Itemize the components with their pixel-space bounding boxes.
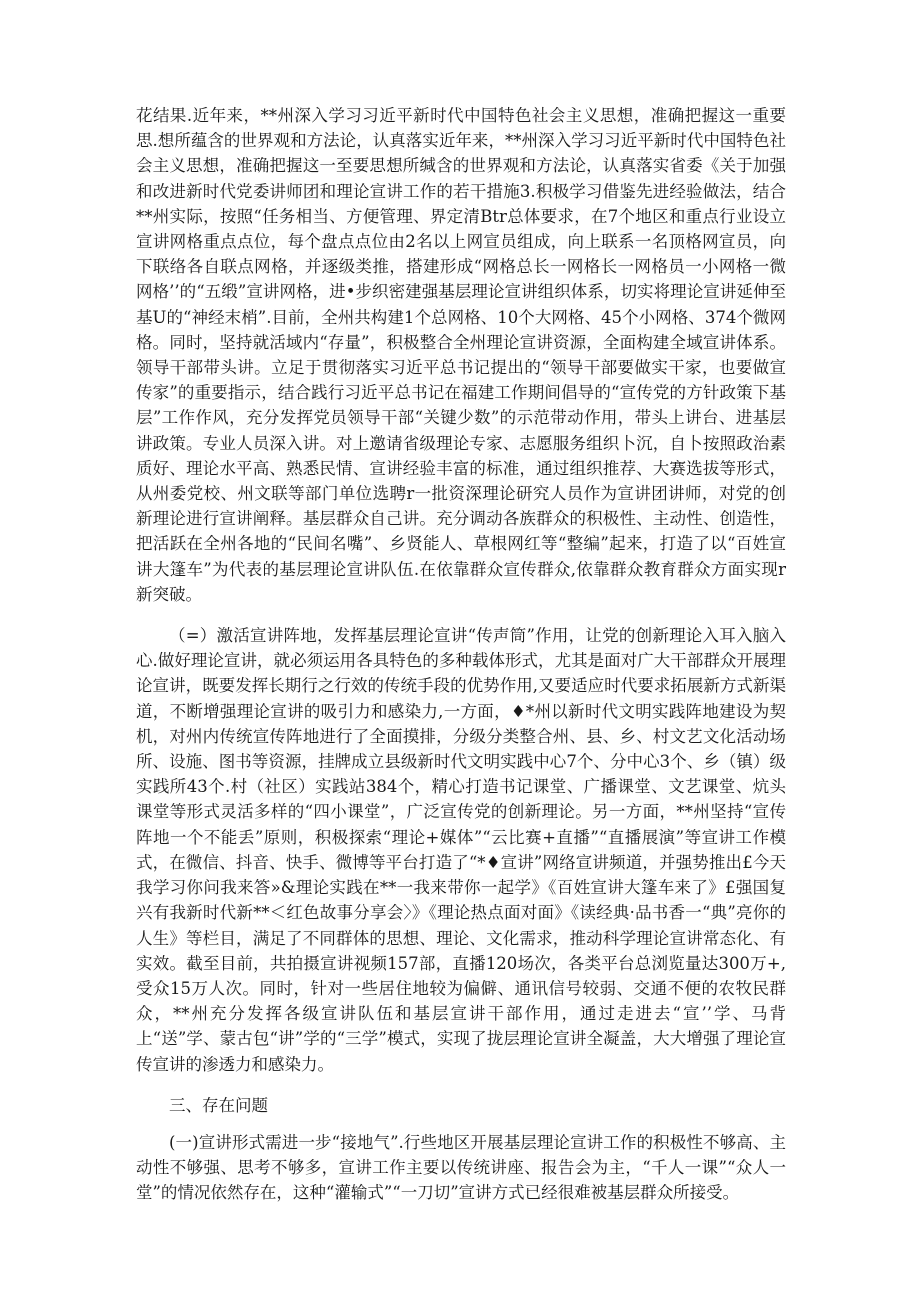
paragraph-2: （=）激活宣讲阵地，发挥基层理论宣讲“传声筒”作用，让党的创新理论入耳入脑入心.做好理论宣讲，就必须运用各具特色的多种载体形式，尤其是面对广大干部群众开展理论宣讲，既要发挥长期行之行效的传统手段的优势作用,又要适应时代要求拓展新方式新渠道，不断增强理论宣讲的吸引力和感染力,一方面，♦*州以新时代文明实践阵地建设为契机，对州内传统宣传阵地进行了全面摸排，分级分类整合州、县、乡、村文艺文化活动场所、设施、图书等资源，挂牌成立县级新时代文明实践中心7个、分中心3个、乡（镇）级实践所43个.村（社区）实践站384个，精心打造书记课堂、广播课堂、文艺课堂、炕头课堂等形式灵活多样的“四小课堂”，广泛宣传党的创新理论。另一方面，**州坚持“宣传阵地一个不能丢”原则，积极探索“理论+媒体”“云比赛+直播”“直播展演”等宣讲工作模式，在微信、抖音、快手、微博等平台打造了“*♦宣讲”网络宣讲频道，并强势推出£今天我学习你问我来答»&理论实践在**一我来带你一起学》《百姓宣讲大篷车来了》£强国复兴有我新时代新**＜红色故事分享会〉》《理论热点面对面》《读经典·品书香一“典”亮你的人生》等栏目，满足了不同群体的思想、理论、文化需求，推动科学理论宣讲常态化、有实效。截至目前，共拍摄宣讲视频157部，直播120场次，各类平台总浏览量达300万+,受众15万人次。同时，针对一些居住地较为偏僻、通讯信号较弱、交通不便的农牧民群众，**州充分发挥各级宣讲队伍和基层宣讲干部作用，通过走进去“宣’’学、马背上“送”学、蒙古包“讲”学的“三学”模式，实现了拢层理论宣讲全凝盖，大大增强了理论宣传宣讲的渗透力和感染力。 [136, 626, 786, 1074]
section-heading: 三、存在问题 [169, 1095, 268, 1115]
document-body [136, 103, 786, 1206]
paragraph-1: 花结果.近年来，**州深入学习习近平新时代中国特色社会主义思想，准确把握这一重要思.想所蕴含的世界观和方法论，认真落实近年来，**州深入学习习近平新时代中国特色社会主义思想，准确把握这一至要思想所缄含的世界观和方法论，认真落实省委《关于加强和改进新时代党委讲师团和理论宣讲工作的若干措施3.积极学习借鉴先进经验做法，结合**州实际，按照“任务相当、方便管理、界定清Btr总体要求，在7个地区和重点行业设立宣讲网格重点点位，每个盘点点位由2名以上网宣员组成，向上联系一名顶格网宣员，向下联络各自联点网格，并逐级类推，搭建形成“网格总长一网格长一网格员一小网格一微网格’’的“五缎”宣讲网格，进•步织密建强基层理论宣讲组织体系，切实将理论宣讲延伸至基U的“神经末梢”.目前，全州共构建1个总网格、10个大网格、45个小网格、374个微网格。同时，坚持就活域内“存量”，积极整合全州理论宣讲资源，全面构建全域宣讲体系。领导干部带头讲。立足于贯彻落实习近平总书记提出的“领导干部要做实干家，也要做宣传家”的重要指示，结合践行习近平总书记在福建工作期间倡导的“宣传党的方针政策下基层”工作作风，充分发挥党员领导干部“关键少数”的示范带动作用，带头上讲台、进基层讲政策。专业人员深入讲。对上邀请省级理论专家、志愿服务组织卜沉，自卜按照政治素质好、理论水平高、熟悉民情、宣讲经验丰富的标准，通过组织推荐、大赛选拔等形式，从州委党校、州文联等部门单位选聘r一批资深理论研究人员作为宣讲团讲师，对党的创新理论进行宣讲阐释。基层群众自己讲。充分调动各族群众的积极性、主动性、创造性，把活跃在全州各地的“民间名嘴”、乡贤能人、草根网红等“整编”起来，打造了以“百姓宣讲大篷车”为代表的基层理论宣讲队伍.在依靠群众宣传群众,依靠群众教育群众方面实现r新突破。 [136, 106, 786, 604]
paragraph-3: (一)宣讲形式需进一步“接地气”.行些地区开展基层理论宣讲工作的积极性不够高、主动性不够强、思考不够多，宣讲工作主要以传统讲座、报告会为主，“千人一课”“众人一堂”的情况依然存在，这种“灌输式”“一刀切”宣讲方式已经很难被基层群众所接受。 [136, 1132, 786, 1203]
